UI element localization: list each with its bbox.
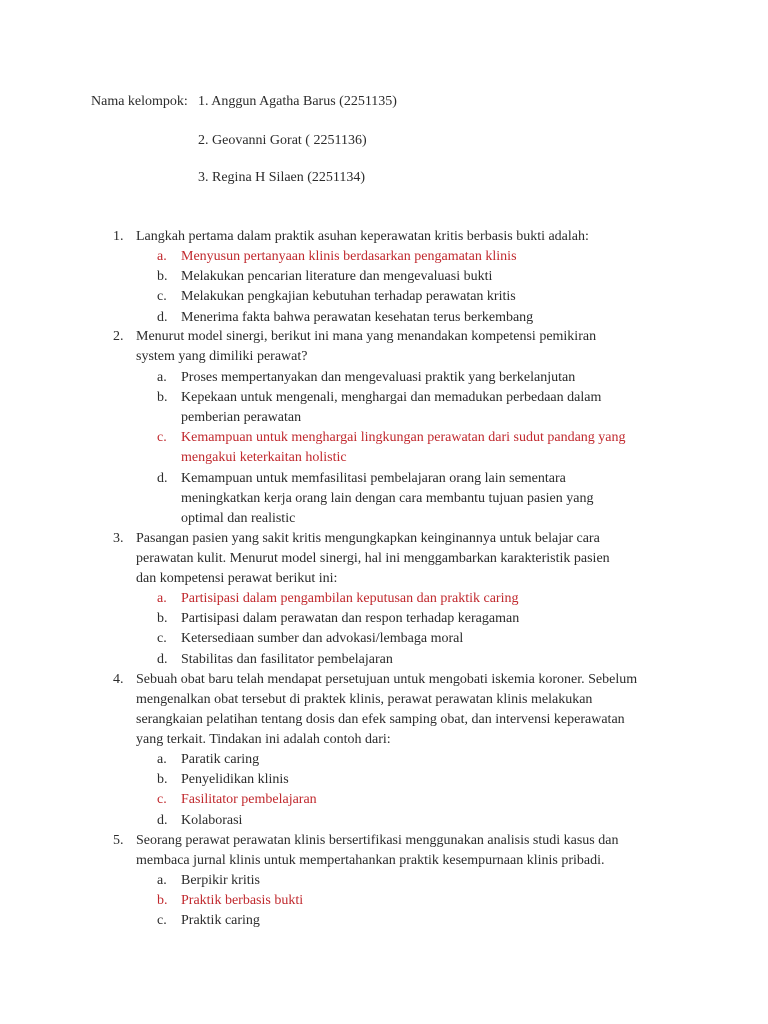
question-text: Pasangan pasien yang sakit kritis mengungkapkan keinginannya untuk belajar cara (136, 531, 600, 546)
option-text: Stabilitas dan fasilitator pembelajaran (181, 652, 393, 667)
option-letter: d. (157, 813, 168, 828)
option-text: Melakukan pengkajian kebutuhan terhadap perawatan kritis (181, 289, 516, 304)
option-letter: d. (157, 471, 168, 486)
member-2: 2. Geovanni Gorat ( 2251136) (198, 133, 367, 148)
question-text: Seorang perawat perawatan klinis bersertifikasi menggunakan analisis studi kasus dan (136, 833, 619, 848)
option-text: Melakukan pencarian literature dan mengevaluasi bukti (181, 269, 493, 284)
option-text-correct: Partisipasi dalam pengambilan keputusan dan praktik caring (181, 591, 519, 606)
option-text: Paratik caring (181, 752, 260, 767)
question-text: Sebuah obat baru telah mendapat persetujuan untuk mengobati iskemia koroner. Sebelum (136, 672, 638, 687)
question-number: 4. (113, 672, 124, 687)
option-letter: a. (157, 591, 167, 606)
question-text: yang terkait. Tindakan ini adalah contoh dari: (136, 732, 391, 747)
option-letter: a. (157, 873, 167, 888)
option-letter: b. (157, 893, 168, 908)
question-text: perawatan kulit. Menurut model sinergi, hal ini menggambarkan karakteristik pasien (136, 551, 610, 566)
option-letter: c. (157, 792, 167, 807)
group-label: Nama kelompok: (91, 94, 188, 109)
option-text: meningkatkan kerja orang lain dengan cara membantu tujuan pasien yang (181, 491, 594, 506)
question-number: 5. (113, 833, 124, 848)
option-text: Praktik caring (181, 913, 260, 928)
option-letter: d. (157, 652, 168, 667)
question-text: Langkah pertama dalam praktik asuhan keperawatan kritis berbasis bukti adalah: (136, 229, 589, 244)
option-text-correct: Menyusun pertanyaan klinis berdasarkan pengamatan klinis (181, 249, 517, 264)
option-text: Berpikir kritis (181, 873, 260, 888)
question-text: membaca jurnal klinis untuk mempertahankan praktik kesempurnaan klinis pribadi. (136, 853, 605, 868)
option-letter: b. (157, 390, 168, 405)
option-text-correct: Kemampuan untuk menghargai lingkungan perawatan dari sudut pandang yang (181, 430, 626, 445)
option-letter: c. (157, 913, 167, 928)
question-text: dan kompetensi perawat berikut ini: (136, 571, 338, 586)
option-text: Proses mempertanyakan dan mengevaluasi praktik yang berkelanjutan (181, 370, 576, 385)
option-text: Kolaborasi (181, 813, 243, 828)
question-text: Menurut model sinergi, berikut ini mana yang menandakan kompetensi pemikiran (136, 329, 597, 344)
member-1: 1. Anggun Agatha Barus (2251135) (198, 94, 397, 109)
option-letter: b. (157, 611, 168, 626)
option-text-correct: Fasilitator pembelajaran (181, 792, 317, 807)
option-letter: b. (157, 269, 168, 284)
question-number: 2. (113, 329, 124, 344)
option-text: Kepekaan untuk mengenali, menghargai dan memadukan perbedaan dalam (181, 390, 602, 405)
question-number: 3. (113, 531, 124, 546)
question-text: serangkaian pelatihan tentang dosis dan efek samping obat, dan intervensi keperawatan (136, 712, 625, 727)
question-number: 1. (113, 229, 124, 244)
option-letter: c. (157, 631, 167, 646)
option-letter: c. (157, 289, 167, 304)
option-letter: a. (157, 752, 167, 767)
option-text: optimal dan realistic (181, 511, 296, 526)
option-text: Kemampuan untuk memfasilitasi pembelajaran orang lain sementara (181, 471, 566, 486)
option-text: Menerima fakta bahwa perawatan kesehatan terus berkembang (181, 310, 534, 325)
option-text: Penyelidikan klinis (181, 772, 289, 787)
option-text: Partisipasi dalam perawatan dan respon terhadap keragaman (181, 611, 520, 626)
option-text: Ketersediaan sumber dan advokasi/lembaga moral (181, 631, 464, 646)
option-letter: c. (157, 430, 167, 445)
option-letter: a. (157, 370, 167, 385)
option-letter: d. (157, 310, 168, 325)
option-text-correct: Praktik berbasis bukti (181, 893, 304, 908)
question-text: system yang dimiliki perawat? (136, 349, 308, 364)
option-letter: a. (157, 249, 167, 264)
option-text: pemberian perawatan (181, 410, 302, 425)
option-text-correct: mengakui keterkaitan holistic (181, 450, 347, 465)
member-3: 3. Regina H Silaen (2251134) (198, 170, 366, 185)
question-text: mengenalkan obat tersebut di praktek klinis, perawat perawatan klinis melakukan (136, 692, 593, 707)
option-letter: b. (157, 772, 168, 787)
